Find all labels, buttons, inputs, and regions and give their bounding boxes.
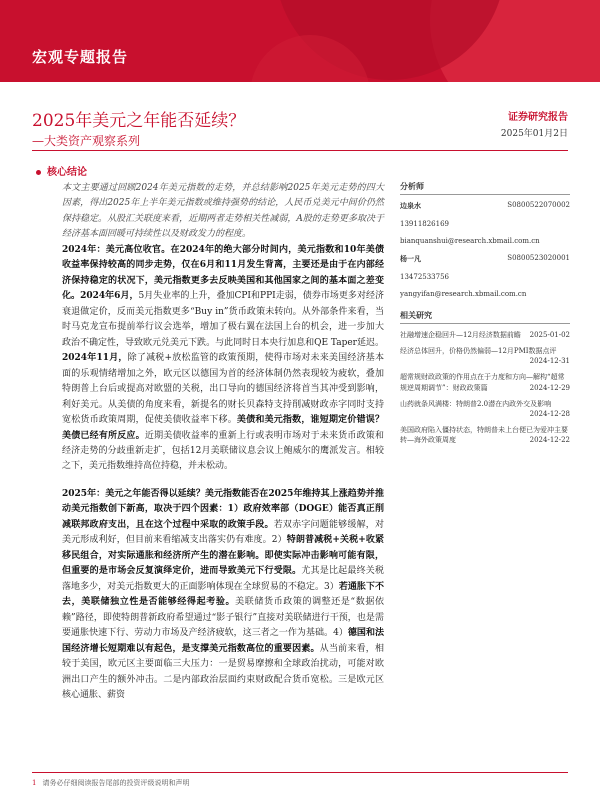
related-research [400,310,570,445]
body-text: 美联储货币政策的调整还是“数据依赖”路径，即使特朗普新政府希望通过“影子银行”直接对美联储进行干预，也是需要通胀快速下行、劳动力市场及产经济疲软，这三者之一作为基础。4） [62,597,384,639]
body-paragraph-2 [62,487,384,704]
header-banner [0,0,600,82]
report-subtitle: —大类资产观察系列 [32,134,141,148]
analyst-phone: 13911826169 [400,220,449,228]
bold-text: 2024年6月， [80,291,139,302]
related-title: 山药就条风满楼：特朗普2.0潜在内政外交及影响 [400,399,552,408]
body-text: 若双赤字问题能够缓解，对美元形成利好，但目前来看缩减支出落实仍有难度。2） [62,519,384,546]
bold-text: 在2024年的绝大部分时间内，美元指数和10年美债收益率保持较高的同步走势，仅在6月和11月发生背离，主要还是由于在内部经济保持稳定的状况下，美元指数更多去反映美国和其他国家之间的基本面之差变化。 [62,244,384,302]
related-date: 2024-12-29 [529,383,570,392]
report-date: 2025年01月2日 [500,129,568,139]
body-text: 从当前来看，相较于美国，欧元区主要面临三大压力：一是贸易摩擦和全球政治扰动，可能对欧洲出口产生的额外冲击。二是内部政治层面约束财政配合货币宽松。三是欧元区核心通胀、薪资 [62,643,384,700]
disclaimer-text: 请务必仔细阅读报告尾部的投资评级说明和声明 [42,779,190,787]
bullet-icon [36,170,41,175]
related-item[interactable] [400,330,570,340]
body-text: 除了减税+放松监管的政策预期，使得市场对未来美国经济基本面的乐观情绪增加之外，欧元区以德国为首的经济体制仍然表现较为疲软，叠加特朗普上台后或提高对欧盟的关税，出口导向的德国经济将首当其冲受到影响，利好美元。从美债的角度来看，新提名的财长贝森特支持削减财政赤字同时支持宽松货币政策周期，促使美债收益率下移。 [62,353,384,426]
report-title: 2025年美元之年能否延续？ [32,111,246,131]
report-type: 证券研究报告 [508,112,568,123]
bold-text: 美债和美元指数，谁短期定价错误？美债已经有所反应。 [62,415,384,441]
analyst-email[interactable]: yangyifan@research.xbmail.com.cn [400,290,527,298]
analyst-card [400,254,570,298]
related-title: 美国政府陷入僵持状态，特朗普未上台便已为爱冲主要转—海外政策周度 [400,425,568,445]
sidebar [400,181,570,451]
bold-text: 德国和法国经济增长短期难以有起色，是支撑美元指数高位的重要因素。 [62,628,384,654]
intro-paragraph: 本文主要通过回顾2024年美元指数的走势，并总结影响2025年美元走势的四大因素，得出2025年上半年美元指数或维持强势的结论，人民币兑美元中间价仍然保持稳定。从股汇关联度来看，近期两者走势相关性减弱，A股的走势更多取决于经济基本面回暖可持续性以及财政发力的程度。 [62,183,384,240]
page-number: 1 [32,779,37,787]
related-title: 超常规财政政策的作用点在于力度和方向—解构“超常规逆周期调节”：财政政策篇 [400,373,565,392]
analyst-heading: 分析师 [400,181,570,195]
related-date: 2024-12-31 [529,357,570,366]
header-divider [32,150,568,151]
body-paragraph-1 [62,243,384,475]
footer-divider [32,772,568,773]
analyst-cert: S0800523020001 [507,254,570,262]
related-item[interactable] [400,399,570,419]
bold-text: 若通胀下不去，美联储独立性是否能够经得起考验。 [62,581,384,608]
related-title: 社融增速企稳回升—12月经济数据前瞻 [400,331,521,339]
banner-title: 宏观专题报告 [32,48,129,66]
related-date: 2024-12-22 [529,436,570,445]
bold-text: 2025年：美元之年能否得以延续？美元指数能否在2025年维持其上涨趋势并推动美元指数创下新高，取决于四个因素：1） [62,488,384,515]
analyst-email[interactable]: bianquanshui@research.xbmail.com.cn [400,237,540,245]
bold-text: 2024年11月， [62,353,128,364]
section-heading-label: 核心结论 [47,167,87,178]
related-item[interactable] [400,372,570,392]
analyst-name: 边泉水 [400,201,421,210]
body-text: 尤其是比起最终关税落地多少，对美元指数更大的正面影响体现在全球贸易的不稳定。3） [62,566,384,592]
body-text: 5月失业率的上升，叠加CPI和PPI走弱，债券市场更多对经济衰退做定价，反而美元指数更多“Buy in”货币政策未转向。从外部条件来看，当时马克龙宣布提前举行议会选举，增加了极右翼在法国上台的机会，进一步加大政治不确定性，导致欧元兑美元下跌。与此同时日本央行加息和QE Taper延迟。 [62,291,384,348]
bold-text: 特朗普减税+关税+收紧移民组合，对实际通胀和经济所产生的潜在影响。即使实际冲击影响可能有限，但重要的是市场会反复演绎定价，进而导致美元下行受限。 [62,535,384,577]
bold-text: 政府效率部（DOGE）能否真正削减联邦政府支出，且在这个过程中采取的政策手段。 [62,504,384,530]
related-heading: 相关研究 [400,310,570,324]
analyst-name: 杨一凡 [400,254,421,263]
footer [32,778,189,788]
section-heading [36,163,87,178]
related-item[interactable] [400,425,570,445]
bold-text: 2024年：美元高位收官。 [62,244,171,255]
related-date: 2024-12-28 [529,409,570,418]
main-body [62,181,384,703]
body-text: 近期美债收益率的重新上行或表明市场对于未来货币政策和经济走势的分歧重新走扩，包括12月美联储议息会议上鲍威尔的鹰派发言。相较之下，美元指数维持高位持稳，并未松动。 [62,430,384,472]
analyst-card [400,201,570,245]
analyst-phone: 13472533756 [400,273,449,281]
related-date: 2025-01-02 [529,331,570,339]
related-title: 经济总体回升，价格仍然偏弱—12月PMI数据点评 [400,347,557,356]
related-item[interactable] [400,346,570,366]
analyst-cert: S0800522070002 [507,201,570,209]
